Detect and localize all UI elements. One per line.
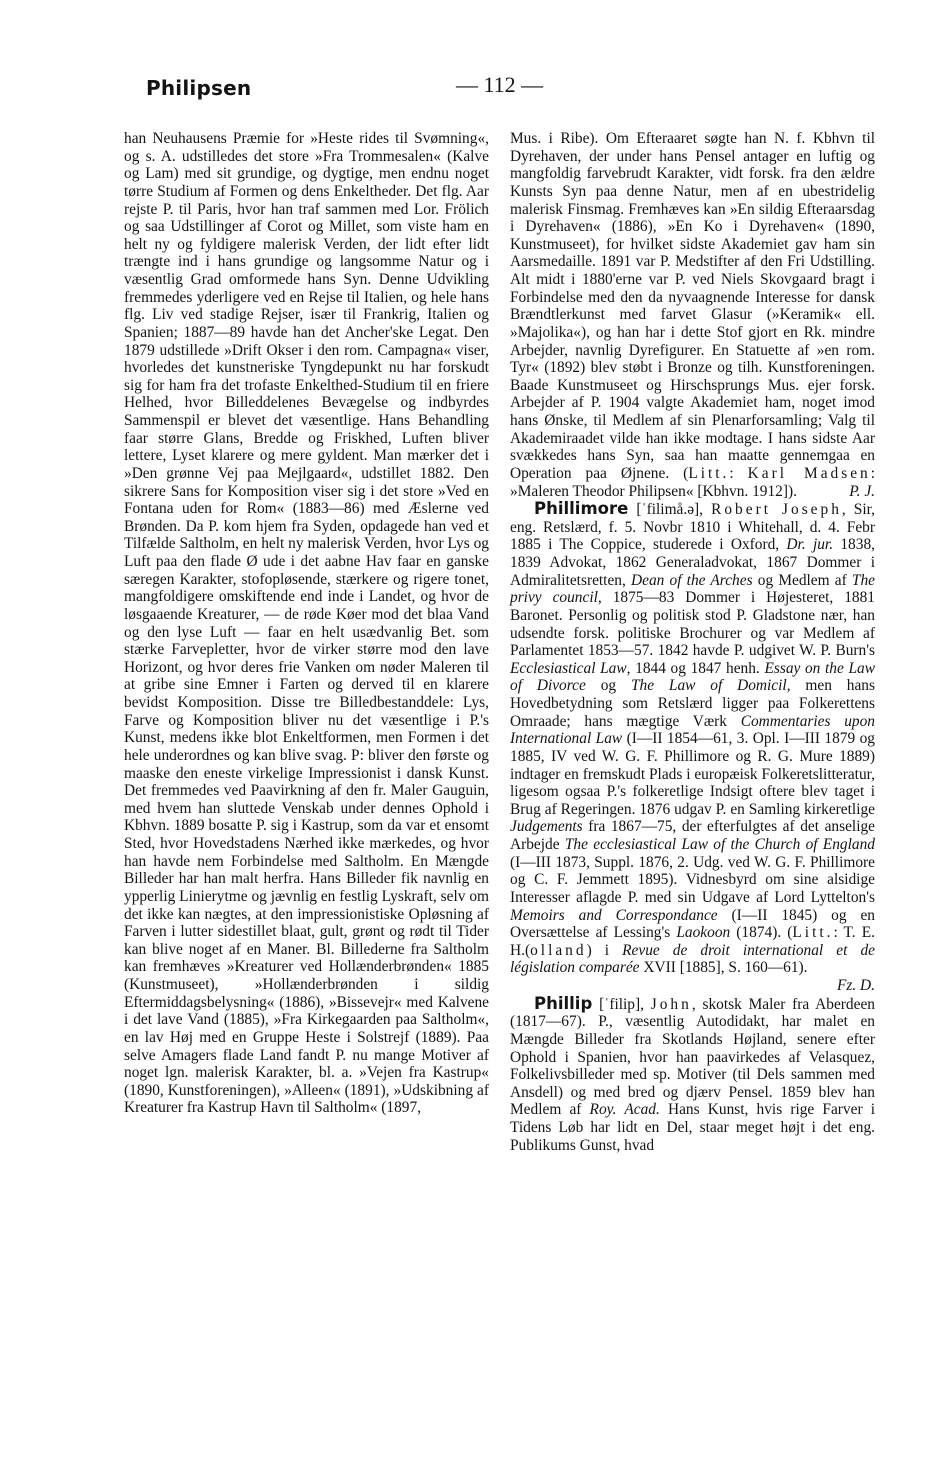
phillimore-pronunciation: [ˈfilimå.ə],	[628, 501, 712, 519]
phillimore-entry	[510, 500, 875, 995]
phillimore-italic: Ecclesiastical Law	[510, 659, 627, 677]
phillip-name: John	[650, 995, 692, 1013]
phillimore-italic: The ecclesiastical Law of the Church of England	[564, 836, 875, 853]
phillip-text: Hans Kunst, hvis rige Farver i Tidens Løb har lidt en Del, staar meget højt i det eng. Publikums Gunst, hvad	[510, 1101, 875, 1154]
phillimore-text: , men hans Hovedbetydning som Retslærd ligger paa Folkerettens Omraade; hans mægtige Værk	[510, 677, 875, 730]
phillimore-text: (1874). (	[730, 924, 793, 942]
philipsen-entry-continuation: han Neuhausens Præmie for »Heste rides til Svømning«, og s. A. udstilledes det store »Fra Trommesalen« (Kalve og Lam) med sit grundige, og dygtige, men endnu noget tørre Studium af Formen og dens Enkeltheder. Det flg. Aar rejste P. til Paris, hvor han traf sammen med Lor. Frölich og saa Udstillinger af Corot og Millet, som viste ham en helt ny og fyldigere malerisk Verden, der lidt efter lidt trængte ind i hans grundige og langsomme Natur og i væsentlig Grad omformede hans Syn. Denne Udvikling fremmedes yderligere ved en Rejse til Italien, og hele hans flg. Liv ved stadige Rejser, især til Frankrig, Italien og Spanien; 1887—89 havde han det Ancher'ske Legat. Den 1879 udstillede »Drift Okser i den rom. Campagna« viser, hvorledes det kunstneriske Tyngdepunkt nu har forskudt sig for ham fra det trofaste Enkelthed-Studium til en friere Helhed, hvor Billeddelenes Bevægelse og indbyrdes Sammenspil er blevet det væsentlige. Hans Behandling faar større Glans, Bredde og Friskhed, Luften bliver lettere, Lyset klarere og mere gyldent. Man mærker det i »Den grønne Vej paa Mejlgaard«, udstillet 1882. Den sikrere Sans for Komposition viser sig i det store »Ved en Fontana uden for Rom« (1883—86) med Æslerne ved Brønden. Da P. kom hjem fra Syden, opdagede han ved et Tilfælde Saltholm, en helt ny malerisk Verden, hvor Lys og Luft paa den flade Ø ude i det aabne Hav faar en ganske særegen Karakter, stofopløsende, stærkere og rigere tonet, mangfoldigere omskiftende end inde i Landet, og hvor de løsgaaende Kreaturer, — de røde Køer mod det blaa Vand og den lyse Luft — faar en helt usædvanlig Bet. som stærke Farvepletter, hvor de virker større mod den lave Horizont, og hvor deres frie Vanken om nøder Maleren til at gribe sine Emner i Farten og derved til en klarere bevidst Komposition. Disse tre Billedbestanddele: Lys, Farve og Komposition bliver nu det væsentlige i P.'s Kunst, medens ikke blot Enkeltformen, men Formen i det hele underordnes og kan blive svag. P: bliver den første og maaske den eneste virkelige Impressionist i dansk Kunst. Det fremmedes ved Paavirkning af den fr. Maler Gauguin, med hvem han sluttede Venskab under dennes Ophold i Kbhvn. 1889 bosatte P. sig i Kastrup, som da var et ensomt Sted, hvor Hovedstadens Nærhed ikke mærkedes, og hvor han havde nem Forbindelse med Saltholm. En Mængde Billeder har han malt herfra. Hans Billeder fik navnlig en ypperlig Linierytme og jævnlig en festlig Lyskraft, selv om det ikke kan nægtes, at den impressionistiske Opløsning af Farven i lutter sidestillet blaat, gult, grønt og rødt til Tider kan blive noget af en Maner. Bl. Billederne fra Saltholm kan fremhæves »Kreaturer ved Hollænderbrønden« 1885 (Kunstmuseet), »Hollænderbrønden i sildig Eftermiddagsbelysning« (1886), »Bissevejr« med Kalvene i det lave Vand (1885), »Fra Kirkegaarden paa Saltholm«, en lav Høj med en Gruppe Heste i Solstrejf (1889). Paa selve Amagers flade Land fandt P. nu mange Motiver af noget lgn. malerisk Karakter, bl. a. »Vejen fra Kastrup« (1890, Kunstforeningen), »Alleen« (1891), »Udskibning af Kreaturer fra Kastrup Havn til Saltholm« (1897,	[124, 130, 489, 1117]
phillimore-holland: olland	[530, 941, 587, 959]
phillimore-text: : T. E. H.(	[510, 924, 875, 959]
phillimore-text: , Sir, eng. Retslærd, f. 5. Novbr 1810 i Whitehall, d. 4. Febr 1885 i The Coppice, studerede i Oxford,	[510, 501, 875, 554]
running-head	[146, 72, 886, 108]
phillimore-text: , 1875—83 Dommer i Højesteret, 1881 Baronet. Personlig og politisk stod P. Gladstone nær, han udsendte forsk. politiske Brochurer og var Medlem af Parlamentet 1853—57. 1842 havde P. udgivet W. P. Burn's	[510, 589, 875, 660]
page-number: — 112 —	[456, 72, 544, 97]
phillimore-italic: Judgements	[510, 818, 583, 836]
phillimore-text: XVII [1885], S. 160—61).	[639, 959, 808, 977]
signature-pj: P. J.	[849, 482, 875, 500]
phillimore-text: ) i	[586, 941, 623, 959]
phillip-text: , skotsk Maler fra Aberdeen (1817—67). P., væsentlig Autodidakt, har malet en Mængde Billeder fra Skotlands Højland, senere efter Ophold i Spanien, hvor han paavirkedes af Velasquez, Folkelivsbilleder med sp. Motiver (til Dels sammen med Ansdell) og med bred og djærv Pensel. 1859 blev han Medlem af	[510, 995, 875, 1119]
phillimore-litt-label: Litt.	[792, 924, 834, 942]
phillimore-italic: Essay on the Law of Divorce	[510, 659, 875, 695]
phillip-pronunciation: [ˈfilip],	[592, 995, 651, 1013]
phillip-entry	[510, 995, 875, 1155]
left-column	[124, 130, 489, 1117]
phillimore-italic: Memoirs and Correspondance	[510, 906, 718, 924]
right-column	[510, 130, 875, 1154]
phillip-italic: Roy. Acad.	[589, 1101, 660, 1119]
phillimore-italic: The Law of Domicil	[630, 677, 787, 695]
author-name: Karl Madsen	[747, 464, 871, 482]
phillimore-text: , 1844 og 1847 henh.	[626, 659, 765, 677]
phillimore-italic: Commentaries upon International Law	[510, 712, 875, 748]
phillimore-text: og Medlem af	[752, 571, 852, 589]
phillimore-italic: Dean of the Arches	[631, 571, 753, 589]
phillip-headword: Phillip	[534, 993, 593, 1013]
philipsen-entry-end	[510, 130, 875, 500]
signature-fzd: Fz. D.	[836, 977, 875, 994]
continuation-text: Mus. i Ribe). Om Efteraaret søgte han N. f. Kbhvn til Dyrehaven, der under hans Pensel antager en luftig og mangfoldig farvebrudt Karakter, vidt forsk. fra den ældre Kunsts Syn paa denne Natur, men af en ubestridelig malerisk Finsmag. Fremhæves kan »En sildig Efteraarsdag i Dyrehaven« (1886), »En Ko i Dyrehaven« (1890, Kunstmuseet), for hvilket sidste Akademiet gav ham sin Aarsmedaille. 1891 var P. Medstifter af den Fri Udstilling. Alt midt i 1880'erne var P. ved Niels Skovgaard bragt i Forbindelse med den da nyvaagnende Interesse for dansk Brændtlerkunst med farvet Glasur (»Keramik« ell. »Majolika«), og han har i dette Stof gjort en Rk. mindre Arbejder, navnlig Dyrefigurer. En Statuette af »en rom. Tyr« (1892) blev støbt i Bronze og tilh. Kunstforeningen. Baade Kunstmuseet og Hirschsprungs Mus. ejer forsk. Arbejder af P. 1904 valgte Akademiet ham, noget imod hans Ønske, til Medlem af sin Plenarforsamling; Valg til Akademiraadet vilde han ikke modtage. I hans sidste Aar svækkedes hans Syn, saa han maatte gennemgaa en Operation paa Øjnene. (	[510, 130, 875, 482]
phillimore-text: 1838, 1839 Advokat, 1862 Generaladvokat, 1867 Dommer i Admiralitetsretten,	[510, 536, 875, 589]
running-headword: Philipsen	[146, 76, 252, 100]
phillimore-text: (I—III 1873, Suppl. 1876, 2. Udg. ved W. G. F. Phillimore og C. F. Jemmett 1895). Vidnesbyrd om sine alsidige Interesser aflagde P. med sin Udgave af Lord Lyttelton's	[510, 853, 875, 906]
phillimore-italic: Dr. jur.	[786, 536, 834, 554]
phillimore-italic: The privy council	[510, 571, 876, 607]
phillimore-italic: Revue de droit international et de législation comparée	[510, 941, 875, 977]
litt-label: Litt.	[688, 464, 730, 482]
phillimore-text: og	[585, 677, 631, 695]
litt-colon: :	[729, 464, 748, 482]
phillimore-text: fra 1867—75, der efterfulgtes af det anselige Arbejde	[510, 818, 875, 853]
phillimore-text: (I—II 1845) og en Oversættelse af Lessing's	[510, 906, 875, 942]
phillimore-headword: Phillimore	[534, 499, 629, 519]
continuation-tail: : »Maleren Theodor Philipsen« [Kbhvn. 1912]).	[510, 464, 876, 500]
phillimore-text: (I—II 1854—61, 3. Opl. I—III 1879 og 1885, IV ved W. G. F. Phillimore og R. G. Mure 1889) indtager en fremskudt Plads i europæisk Folkeretslitteratur, ligesom ogsaa P.'s folkeretlige Indsigt oftere blev taget i Brug af Regeringen. 1876 udgav P. en Samling kirkeretlige	[510, 730, 875, 818]
phillimore-italic: Laokoon	[676, 924, 731, 942]
phillimore-name: Robert Joseph	[711, 501, 842, 519]
